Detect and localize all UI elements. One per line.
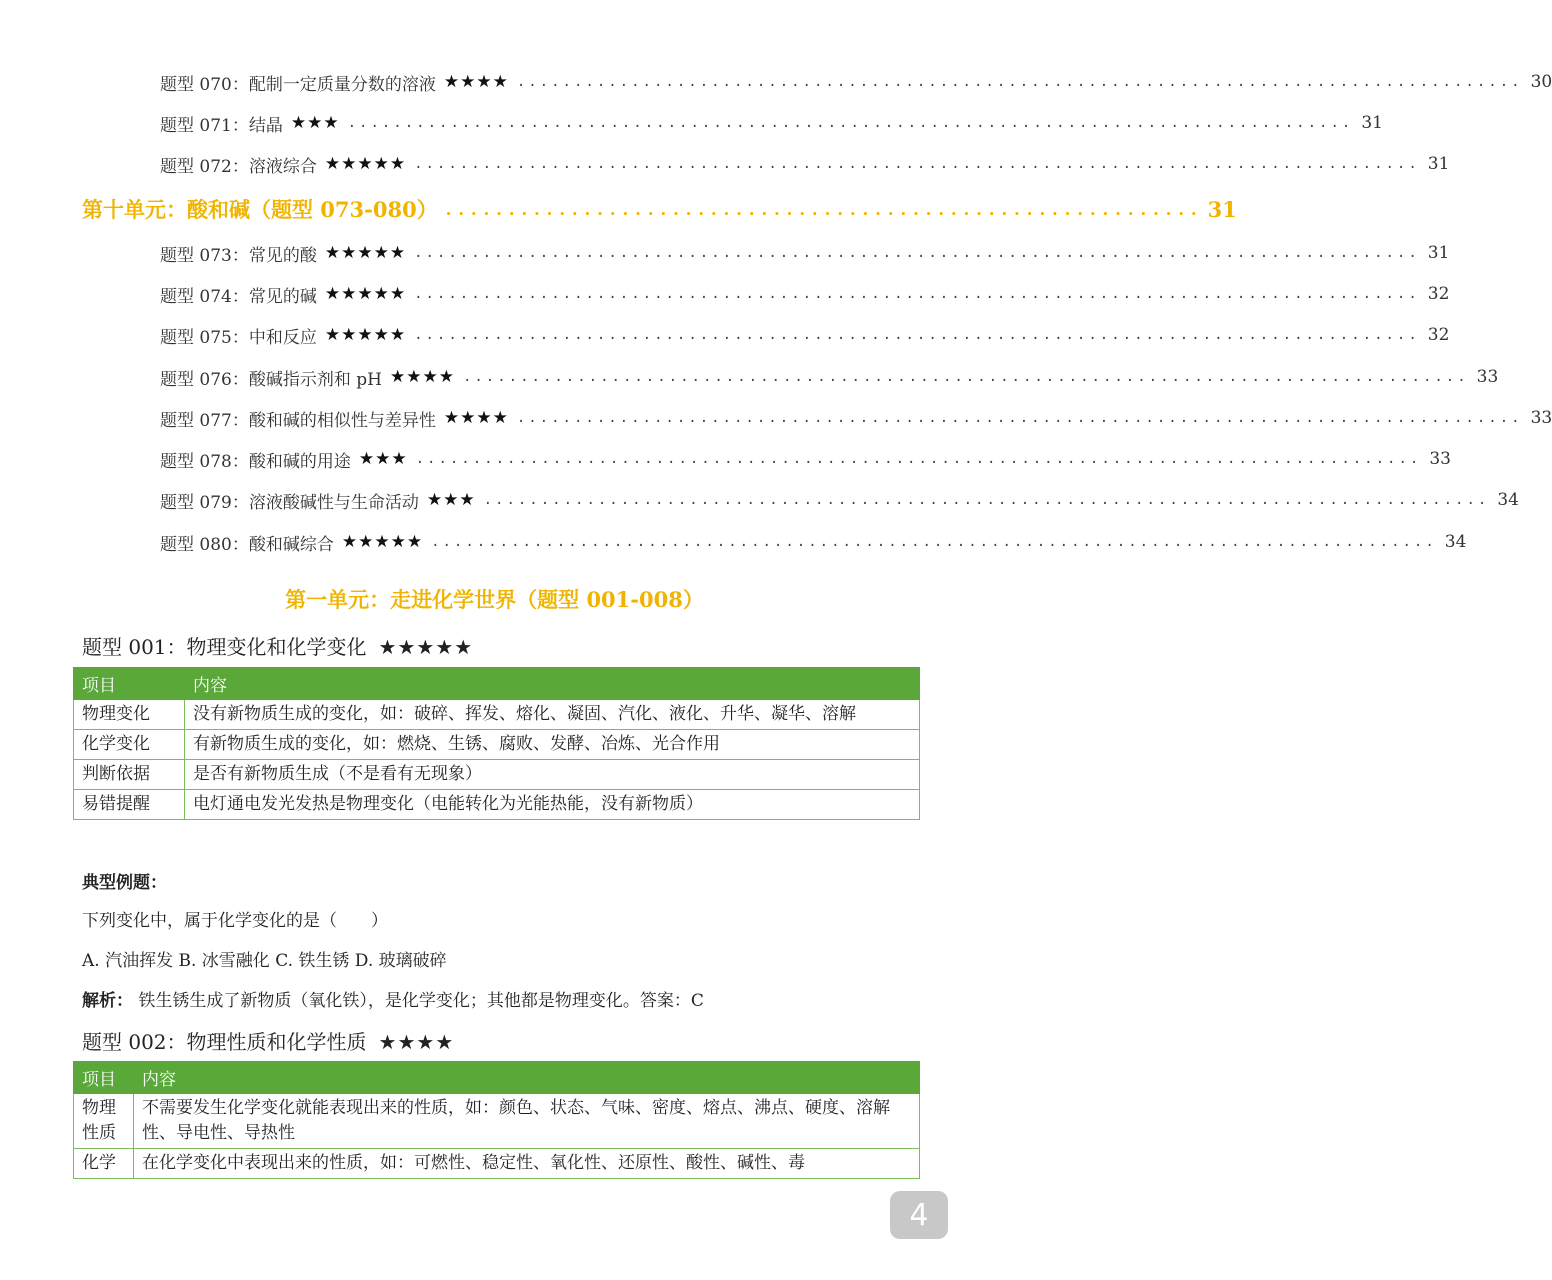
difficulty-stars: ★★★★ xyxy=(389,367,455,387)
table-cell-item: 物理变化 xyxy=(74,700,185,730)
column-header: 内容 xyxy=(185,668,920,700)
difficulty-stars: ★★★★★ xyxy=(324,325,407,345)
toc-entry-title: 题型 074：常见的碱 xyxy=(160,286,317,307)
toc-entry-page: 32 xyxy=(1427,284,1450,304)
difficulty-stars: ★★★ xyxy=(290,113,340,133)
toc-leader-dots: ........................................................................................ xyxy=(462,369,1469,385)
difficulty-stars: ★★★★★ xyxy=(324,284,407,304)
column-header: 项目 xyxy=(74,668,185,700)
analysis-label: 解析： xyxy=(82,991,133,1011)
toc-entry-page: 34 xyxy=(1444,532,1467,552)
toc-unit-entry[interactable] xyxy=(82,193,1237,225)
table-row xyxy=(74,1094,920,1149)
toc-entry[interactable] xyxy=(160,320,1450,350)
table-cell-item: 化学变化 xyxy=(74,730,185,760)
analysis-text: 铁生锈生成了新物质（氧化铁），是化学变化；其他都是物理变化。答案：C xyxy=(133,991,704,1011)
question-type-heading xyxy=(82,1026,454,1055)
table-row xyxy=(74,730,920,760)
example-options: A. 汽油挥发 B. 冰雪融化 C. 铁生锈 D. 玻璃破碎 xyxy=(82,951,447,971)
table-header-row xyxy=(74,1062,920,1094)
toc-entry-page: 34 xyxy=(1497,490,1519,510)
toc-entry[interactable] xyxy=(160,362,1499,392)
toc-entry[interactable] xyxy=(160,67,1552,97)
table-cell-item: 物理性质 xyxy=(74,1094,134,1149)
table-cell-item: 化学 xyxy=(74,1149,134,1179)
table-cell-content: 没有新物质生成的变化，如：破碎、挥发、熔化、凝固、汽化、液化、升华、凝华、溶解 xyxy=(185,700,920,730)
toc-entry-title: 题型 073：常见的酸 xyxy=(160,245,317,266)
toc-unit-title: 第十单元：酸和碱（题型 073-080） xyxy=(82,197,438,222)
unit-heading: 第一单元：走进化学世界（题型 001-008） xyxy=(285,587,704,612)
table-cell-item: 判断依据 xyxy=(74,760,185,790)
toc-leader-dots: ........................................................................................ xyxy=(414,286,1420,302)
toc-entry[interactable] xyxy=(160,238,1450,268)
question-type-title: 题型 001：物理变化和化学变化 xyxy=(82,635,367,659)
table-cell-content: 电灯通电发光发热是物理变化（电能转化为光能热能，没有新物质） xyxy=(185,790,920,820)
knowledge-table xyxy=(73,1061,920,1179)
toc-leader-dots: ........................................................................................ xyxy=(415,451,1422,467)
difficulty-stars: ★★★★★ xyxy=(378,635,474,659)
difficulty-stars: ★★★ xyxy=(426,490,476,510)
example-analysis xyxy=(82,986,704,1011)
toc-leader-dots: ............................................................ xyxy=(443,199,1202,219)
toc-unit-page: 31 xyxy=(1207,196,1237,222)
toc-leader-dots: ........................................................................................ xyxy=(516,410,1523,426)
toc-entry[interactable] xyxy=(160,108,1383,138)
toc-leader-dots: ........................................................................................ xyxy=(516,74,1523,90)
toc-leader-dots: ........................................................................................ xyxy=(414,156,1420,172)
example-label: 典型例题： xyxy=(82,873,167,893)
toc-leader-dots: ........................................................................................ xyxy=(347,115,1354,131)
toc-entry-title: 题型 070：配制一定质量分数的溶液 xyxy=(160,74,436,95)
table-cell-content: 不需要发生化学变化就能表现出来的性质，如：颜色、状态、气味、密度、熔点、沸点、硬度、溶解性、导电性、导热性 xyxy=(134,1094,920,1149)
question-type-heading xyxy=(82,631,473,660)
toc-entry[interactable] xyxy=(160,485,1519,515)
column-header: 项目 xyxy=(74,1062,134,1094)
difficulty-stars: ★★★★★ xyxy=(341,532,424,552)
toc-entry[interactable] xyxy=(160,444,1451,474)
toc-entry-page: 33 xyxy=(1530,408,1552,428)
toc-entry[interactable] xyxy=(160,149,1450,179)
toc-leader-dots: ........................................................................................ xyxy=(414,327,1420,343)
table-row xyxy=(74,700,920,730)
toc-entry-page: 33 xyxy=(1476,367,1499,387)
table-cell-content: 有新物质生成的变化，如：燃烧、生锈、腐败、发酵、冶炼、光合作用 xyxy=(185,730,920,760)
table-cell-content: 是否有新物质生成（不是看有无现象） xyxy=(185,760,920,790)
toc-leader-dots: ........................................................................................ xyxy=(414,245,1420,261)
difficulty-stars: ★★★★ xyxy=(443,72,509,92)
toc-entry-title: 题型 079：溶液酸碱性与生命活动 xyxy=(160,492,419,513)
difficulty-stars: ★★★★ xyxy=(443,408,509,428)
toc-entry-title: 题型 077：酸和碱的相似性与差异性 xyxy=(160,410,436,431)
difficulty-stars: ★★★★ xyxy=(378,1030,455,1054)
column-header: 内容 xyxy=(134,1062,920,1094)
toc-entry-title: 题型 071：结晶 xyxy=(160,115,283,136)
difficulty-stars: ★★★ xyxy=(358,449,408,469)
table-cell-content: 在化学变化中表现出来的性质，如：可燃性、稳定性、氧化性、还原性、酸性、碱性、毒 xyxy=(134,1149,920,1179)
question-type-title: 题型 002：物理性质和化学性质 xyxy=(82,1030,367,1054)
toc-entry-page: 31 xyxy=(1427,154,1450,174)
toc-entry-page: 33 xyxy=(1429,449,1451,469)
toc-leader-dots: ........................................................................................ xyxy=(483,492,1490,508)
page-number-badge: 4 xyxy=(890,1191,948,1239)
toc-entry[interactable] xyxy=(160,279,1450,309)
toc-entry[interactable] xyxy=(160,527,1467,557)
table-cell-item: 易错提醒 xyxy=(74,790,185,820)
toc-entry-title: 题型 076：酸碱指示剂和 pH xyxy=(160,369,382,390)
toc-leader-dots: ........................................................................................ xyxy=(431,534,1437,550)
toc-entry-page: 32 xyxy=(1427,325,1450,345)
table-row xyxy=(74,760,920,790)
toc-entry-title: 题型 078：酸和碱的用途 xyxy=(160,451,351,472)
knowledge-table xyxy=(73,667,920,820)
table-row xyxy=(74,790,920,820)
toc-entry-title: 题型 075：中和反应 xyxy=(160,327,317,348)
toc-entry-page: 31 xyxy=(1361,113,1383,133)
toc-entry-title: 题型 072：溶液综合 xyxy=(160,156,317,177)
table-row xyxy=(74,1149,920,1179)
toc-entry-page: 31 xyxy=(1427,243,1450,263)
toc-entry-title: 题型 080：酸和碱综合 xyxy=(160,534,334,555)
toc-entry[interactable] xyxy=(160,403,1552,433)
example-question: 下列变化中，属于化学变化的是（ ） xyxy=(82,911,388,931)
table-header-row xyxy=(74,668,920,700)
difficulty-stars: ★★★★★ xyxy=(324,154,407,174)
toc-entry-page: 30 xyxy=(1530,72,1552,92)
difficulty-stars: ★★★★★ xyxy=(324,243,407,263)
